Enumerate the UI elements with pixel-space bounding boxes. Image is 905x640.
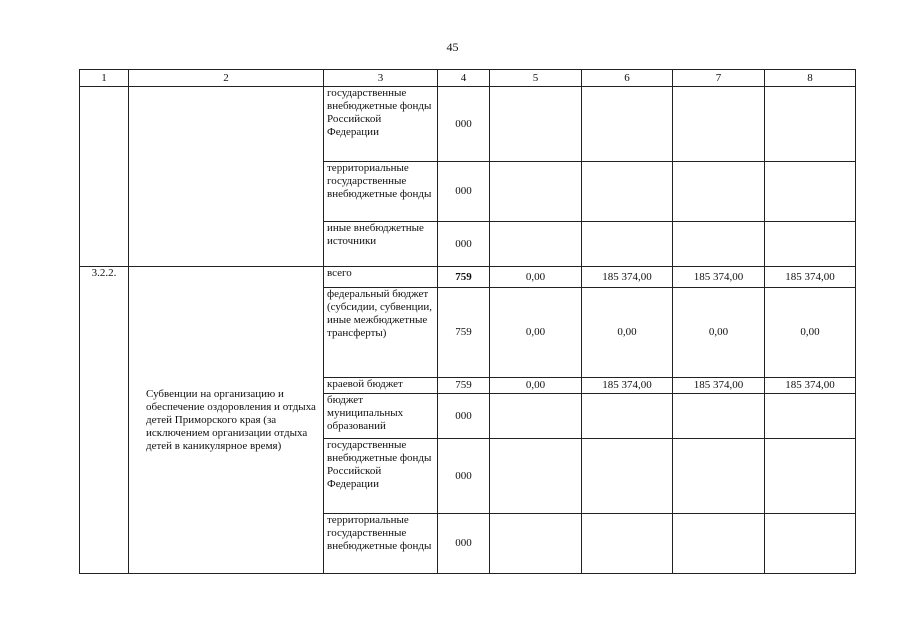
value-cell [673,439,765,514]
header-cell: 1 [80,70,129,87]
value-cell: 185 374,00 [582,378,673,394]
empty-cell [80,87,129,267]
value-cell: 185 374,00 [673,378,765,394]
code-cell: 000 [438,439,490,514]
source-cell: всего [324,267,438,288]
value-cell [490,394,582,439]
value-cell [582,514,673,574]
value-cell: 0,00 [490,267,582,288]
value-cell [765,222,856,267]
source-cell: краевой бюджет [324,378,438,394]
source-cell: территориальные государственные внебюджетные фонды [324,162,438,222]
value-cell [673,514,765,574]
value-cell [673,162,765,222]
value-cell: 0,00 [673,288,765,378]
source-cell: федеральный бюджет (субсидии, субвенции, иные межбюджетные трансферты) [324,288,438,378]
value-cell [582,439,673,514]
value-cell: 185 374,00 [673,267,765,288]
value-cell: 0,00 [765,288,856,378]
code-cell: 000 [438,514,490,574]
value-cell [582,222,673,267]
code-cell: 000 [438,222,490,267]
value-cell [765,394,856,439]
code-cell: 759 [438,378,490,394]
value-cell [673,87,765,162]
value-cell [582,162,673,222]
code-cell: 000 [438,394,490,439]
value-cell: 185 374,00 [582,267,673,288]
source-cell: государственные внебюджетные фонды Российской Федерации [324,87,438,162]
value-cell [582,394,673,439]
value-cell [490,514,582,574]
source-cell: государственные внебюджетные фонды Российской Федерации [324,439,438,514]
value-cell: 185 374,00 [765,378,856,394]
source-cell: бюджет муниципальных образований [324,394,438,439]
value-cell: 0,00 [490,288,582,378]
header-cell: 7 [673,70,765,87]
header-row [80,70,856,87]
value-cell [765,514,856,574]
value-cell [673,222,765,267]
header-cell: 2 [129,70,324,87]
section-number: 3.2.2. [80,267,129,574]
value-cell [673,394,765,439]
value-cell [765,162,856,222]
budget-table [79,69,856,574]
value-cell [490,162,582,222]
value-cell: 0,00 [490,378,582,394]
value-cell: 0,00 [582,288,673,378]
code-cell: 000 [438,162,490,222]
code-cell: 759 [438,267,490,288]
value-cell [582,87,673,162]
code-cell: 759 [438,288,490,378]
section-description: Субвенции на организацию и обеспечение оздоровления и отдыха детей Приморского края (за исключением организации отдыха детей в каникулярное время) [146,387,316,452]
header-cell: 5 [490,70,582,87]
header-cell: 4 [438,70,490,87]
header-cell: 6 [582,70,673,87]
header-cell: 3 [324,70,438,87]
header-cell: 8 [765,70,856,87]
table-row [80,87,856,162]
section-description-cell [129,267,324,574]
value-cell [765,439,856,514]
value-cell [765,87,856,162]
value-cell: 185 374,00 [765,267,856,288]
source-cell: территориальные государственные внебюджетные фонды [324,514,438,574]
code-cell: 000 [438,87,490,162]
empty-cell [129,87,324,267]
source-cell: иные внебюджетные источники [324,222,438,267]
value-cell [490,439,582,514]
table-row [80,267,856,288]
value-cell [490,222,582,267]
value-cell [490,87,582,162]
page-number: 45 [446,40,459,54]
